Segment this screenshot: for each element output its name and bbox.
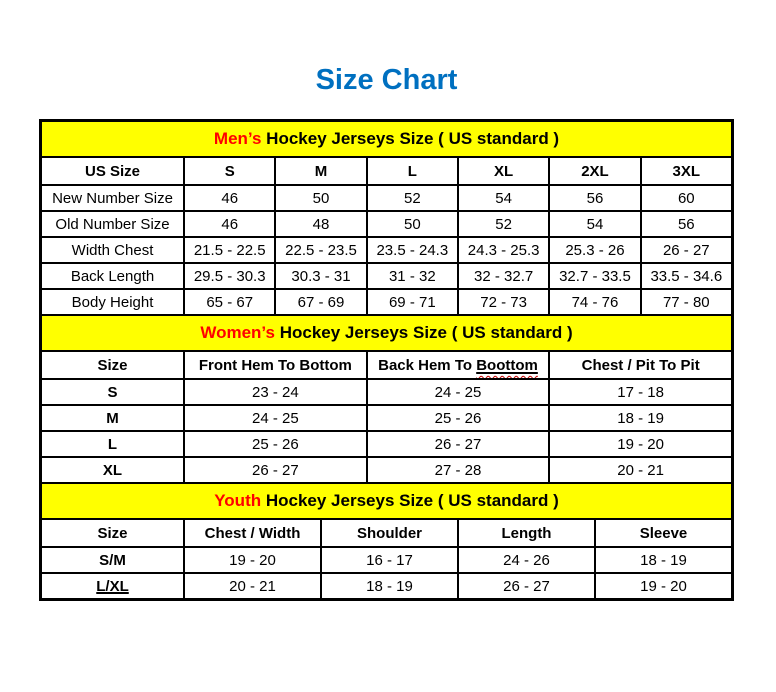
table-row [41, 405, 732, 431]
column-header: Shoulder [321, 519, 458, 547]
table-row [41, 379, 732, 405]
cell-value: 52 [367, 185, 458, 211]
table-row [41, 547, 732, 573]
size-chart-tables [39, 119, 734, 601]
row-label: L [41, 431, 184, 457]
youth-section-title [41, 483, 732, 519]
column-header: Front Hem To Bottom [184, 351, 367, 379]
cell-value: 27 - 28 [367, 457, 550, 483]
cell-value: 24 - 25 [367, 379, 550, 405]
cell-value: 52 [458, 211, 549, 237]
column-header: XL [458, 157, 549, 185]
row-label: XL [41, 457, 184, 483]
misspelled-word: Boottom [476, 356, 538, 374]
row-label: New Number Size [41, 185, 184, 211]
cell-value: 25 - 26 [184, 431, 367, 457]
cell-value: 22.5 - 23.5 [275, 237, 366, 263]
cell-value: 23 - 24 [184, 379, 367, 405]
column-header: Chest / Width [184, 519, 321, 547]
column-header-row [41, 351, 732, 379]
cell-value: 54 [458, 185, 549, 211]
cell-value: 50 [275, 185, 366, 211]
cell-value: 26 - 27 [458, 573, 595, 599]
cell-value: 32.7 - 33.5 [549, 263, 640, 289]
column-header: Length [458, 519, 595, 547]
row-label: M [41, 405, 184, 431]
cell-value: 24 - 26 [458, 547, 595, 573]
column-header: Size [41, 351, 184, 379]
row-label: S/M [41, 547, 184, 573]
cell-value: 25 - 26 [367, 405, 550, 431]
cell-value: 56 [549, 185, 640, 211]
column-header: 3XL [641, 157, 732, 185]
cell-value: 32 - 32.7 [458, 263, 549, 289]
cell-value: 29.5 - 30.3 [184, 263, 275, 289]
cell-value: 77 - 80 [641, 289, 732, 315]
mens-section-title [41, 121, 732, 157]
mens-size-table [40, 120, 733, 316]
cell-value: 69 - 71 [367, 289, 458, 315]
cell-value: 46 [184, 185, 275, 211]
cell-value: 23.5 - 24.3 [367, 237, 458, 263]
cell-value: 18 - 19 [595, 547, 732, 573]
row-label: Back Length [41, 263, 184, 289]
column-header: Chest / Pit To Pit [549, 351, 732, 379]
cell-value: 26 - 27 [367, 431, 550, 457]
youth-title-accent: Youth [214, 491, 262, 511]
womens-section-title [41, 315, 732, 351]
cell-value: 24 - 25 [184, 405, 367, 431]
table-row [41, 211, 732, 237]
row-label: Old Number Size [41, 211, 184, 237]
cell-value: 60 [641, 185, 732, 211]
womens-title-rest: Hockey Jerseys Size ( US standard ) [274, 323, 573, 343]
cell-value: 31 - 32 [367, 263, 458, 289]
cell-value: 72 - 73 [458, 289, 549, 315]
cell-value: 74 - 76 [549, 289, 640, 315]
mens-section-header [41, 121, 732, 157]
column-header: Size [41, 519, 184, 547]
column-header: 2XL [549, 157, 640, 185]
cell-value: 19 - 20 [595, 573, 732, 599]
row-label: S [41, 379, 184, 405]
cell-value: 56 [641, 211, 732, 237]
cell-value: 20 - 21 [549, 457, 732, 483]
column-header-row [41, 157, 732, 185]
cell-value: 67 - 69 [275, 289, 366, 315]
cell-value: 33.5 - 34.6 [641, 263, 732, 289]
cell-value: 16 - 17 [321, 547, 458, 573]
column-header: M [275, 157, 366, 185]
table-row [41, 237, 732, 263]
table-row [41, 573, 732, 599]
mens-title-accent: Men’s [213, 129, 262, 149]
row-label: L/XL [41, 573, 184, 599]
cell-value: 18 - 19 [321, 573, 458, 599]
womens-size-table [40, 314, 733, 484]
size-chart [39, 0, 734, 601]
cell-value: 30.3 - 31 [275, 263, 366, 289]
table-row [41, 185, 732, 211]
youth-size-table [40, 482, 733, 600]
womens-section-header [41, 315, 732, 351]
womens-title-accent: Women’s [200, 323, 275, 343]
cell-value: 18 - 19 [549, 405, 732, 431]
table-row [41, 457, 732, 483]
cell-value: 21.5 - 22.5 [184, 237, 275, 263]
mens-title-rest: Hockey Jerseys Size ( US standard ) [261, 129, 560, 149]
youth-section-header [41, 483, 732, 519]
table-row [41, 431, 732, 457]
cell-value: 46 [184, 211, 275, 237]
cell-value: 17 - 18 [549, 379, 732, 405]
column-header-row [41, 519, 732, 547]
cell-value: 48 [275, 211, 366, 237]
cell-value: 25.3 - 26 [549, 237, 640, 263]
column-header: L [367, 157, 458, 185]
cell-value: 19 - 20 [184, 547, 321, 573]
page-title: Size Chart [315, 64, 458, 96]
row-label: Body Height [41, 289, 184, 315]
column-header: US Size [41, 157, 184, 185]
cell-value: 50 [367, 211, 458, 237]
column-header: Back Hem To Boottom [367, 351, 550, 379]
cell-value: 26 - 27 [641, 237, 732, 263]
table-row [41, 263, 732, 289]
cell-value: 19 - 20 [549, 431, 732, 457]
cell-value: 54 [549, 211, 640, 237]
column-header: Sleeve [595, 519, 732, 547]
cell-value: 20 - 21 [184, 573, 321, 599]
row-label: Width Chest [41, 237, 184, 263]
table-row [41, 289, 732, 315]
cell-value: 65 - 67 [184, 289, 275, 315]
cell-value: 24.3 - 25.3 [458, 237, 549, 263]
cell-value: 26 - 27 [184, 457, 367, 483]
youth-title-rest: Hockey Jerseys Size ( US standard ) [261, 491, 559, 511]
column-header: S [184, 157, 275, 185]
